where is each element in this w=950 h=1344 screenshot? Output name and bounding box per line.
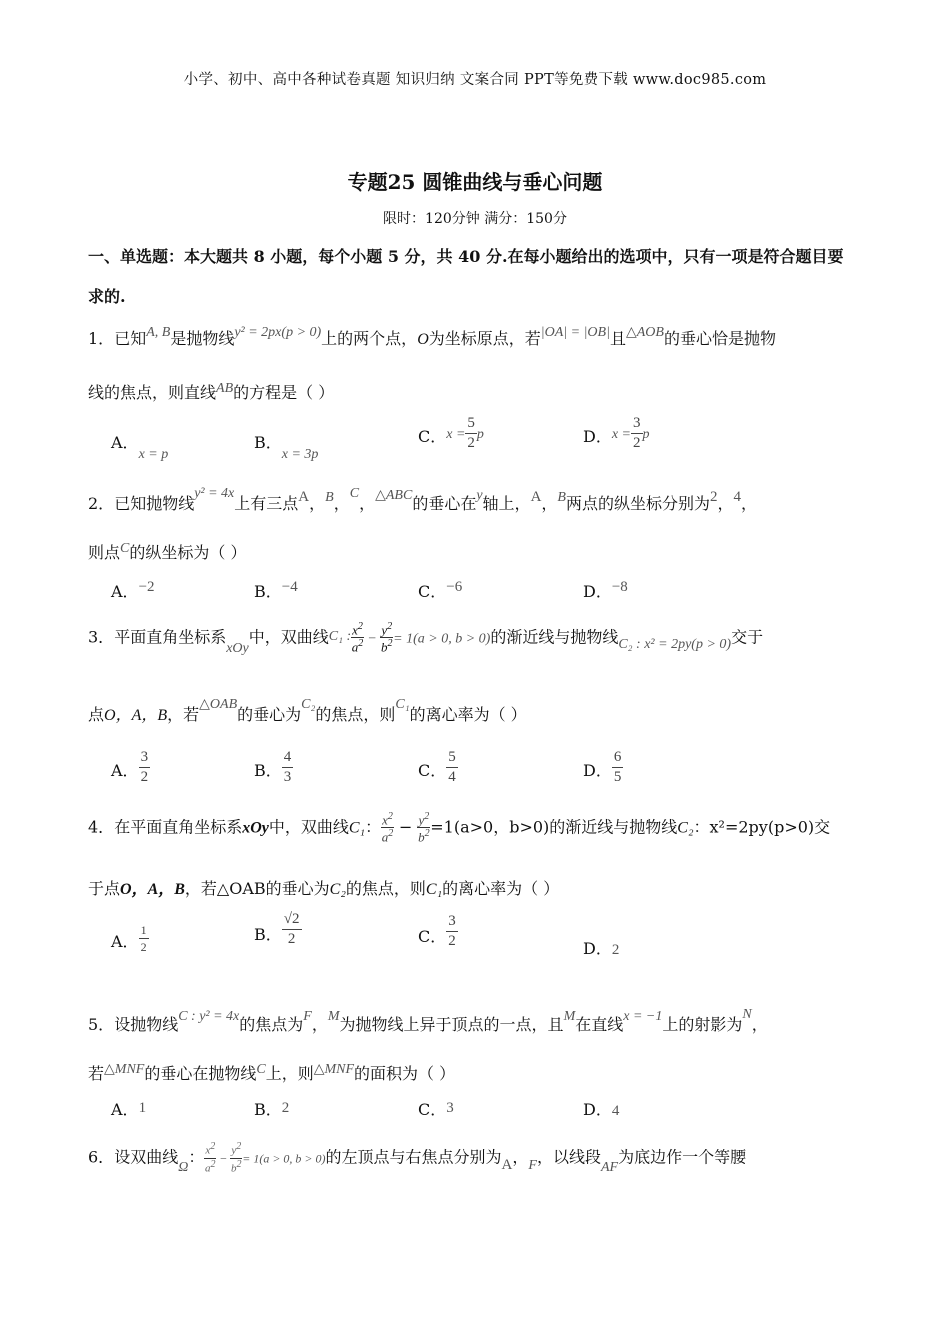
q1-option-c[interactable]: C．x = $\frac{5}{2}$ p (418, 415, 484, 451)
q4-option-b[interactable]: B． $\frac{√2}{2}$ (254, 911, 300, 947)
q4-option-a[interactable]: A． $\frac{1}{2}$ (111, 923, 147, 954)
q2-option-a[interactable]: A．−2 (111, 579, 155, 601)
section-heading-1: 一、单选题：本大题共 8 小题，每个小题 5 分，共 40 分.在每小题给出的选项中，只有一项是符合题目要 (88, 247, 844, 266)
question-2-line-1: 2．已知抛物线y² = 4x上有三点A，B，C，△ABC的垂心在y轴上，A，B两点的纵坐标分别为2，4， (88, 486, 758, 513)
q3-option-b[interactable]: B． $\frac{4}{3}$ (254, 749, 292, 785)
section-heading-2: 求的. (88, 287, 126, 306)
question-4-line-1: 4．在平面直角坐标系xOy中，双曲线C₁： $\frac{x^2}{a^2}$ − $\frac{y^2}{b^2}$ =1(a>0，b>0)的渐近线与抛物线C₂：x²=2py(p>0)交 (88, 811, 831, 845)
q2-option-c[interactable]: C．−6 (418, 579, 463, 601)
q5-option-b[interactable]: B．2 (254, 1100, 290, 1119)
q3-option-d[interactable]: D． $\frac{6}{5}$ (583, 749, 622, 785)
q4-option-d[interactable]: D．2 (583, 939, 620, 958)
q1-option-d[interactable]: D．x = $\frac{3}{2}$ p (583, 415, 650, 451)
question-5-line-1: 5．设抛物线C : y² = 4x的焦点为F，M为抛物线上异于顶点的一点，且M在直线x = −1上的射影为N， (88, 1007, 768, 1034)
question-5-line-2: 若△MNF的垂心在抛物线C上，则△MNF的面积为（ ） (88, 1062, 456, 1083)
question-4-line-2: 于点O，A，B，若△OAB的垂心为C₂的焦点，则C₁的离心率为（ ） (88, 879, 560, 898)
q1-option-a[interactable]: A．x = p (111, 433, 169, 462)
page-header: 小学、初中、高中各种试卷真题 知识归纳 文案合同 PPT等免费下载 www.doc985.com (183, 72, 767, 88)
question-3-line-1: 3．平面直角坐标系xOy中，双曲线C₁ : $\frac{x^2}{a^2}$ − $\frac{y^2}{b^2}$ = 1(a > 0, b > 0)的渐近线与抛物线C₂ : x² = 2py(p > 0)交于 (88, 621, 764, 657)
q1-option-b[interactable]: B．x = 3p (254, 433, 319, 462)
time-score: 限时：120分钟 满分：150分 (383, 211, 567, 227)
q5-option-a[interactable]: A．1 (111, 1100, 147, 1119)
page-title: 专题25 圆锥曲线与垂心问题 (347, 170, 603, 194)
q5-option-d[interactable]: D．4 (583, 1100, 620, 1119)
question-6-line-1: 6．设双曲线Ω： $\frac{x^2}{a^2}$ − $\frac{y^2}{b^2}$ = 1(a > 0, b > 0)的左顶点与右焦点分别为A，F，以线段AF为底边作一个等腰 (88, 1141, 747, 1175)
question-3-line-2: 点O，A，B，若△OAB的垂心为C₂的焦点，则C₁的离心率为（ ） (88, 697, 527, 724)
q2-option-d[interactable]: D．−8 (583, 579, 628, 601)
question-2-line-2: 则点C的纵坐标为（ ） (88, 541, 247, 562)
q3-option-c[interactable]: C． $\frac{5}{4}$ (418, 749, 456, 785)
question-1-line-1: 1．已知A, B是抛物线y² = 2px(p > 0)上的两个点，O为坐标原点，若|OA| = |OB|且△AOB的垂心恰是抛物 (88, 325, 776, 348)
q3-option-a[interactable]: A． $\frac{3}{2}$ (111, 749, 149, 785)
q4-option-c[interactable]: C． $\frac{3}{2}$ (418, 913, 456, 949)
question-1-line-2: 线的焦点，则直线AB的方程是（ ） (88, 381, 335, 402)
q2-option-b[interactable]: B．−4 (254, 579, 298, 601)
q5-option-c[interactable]: C．3 (418, 1100, 454, 1119)
